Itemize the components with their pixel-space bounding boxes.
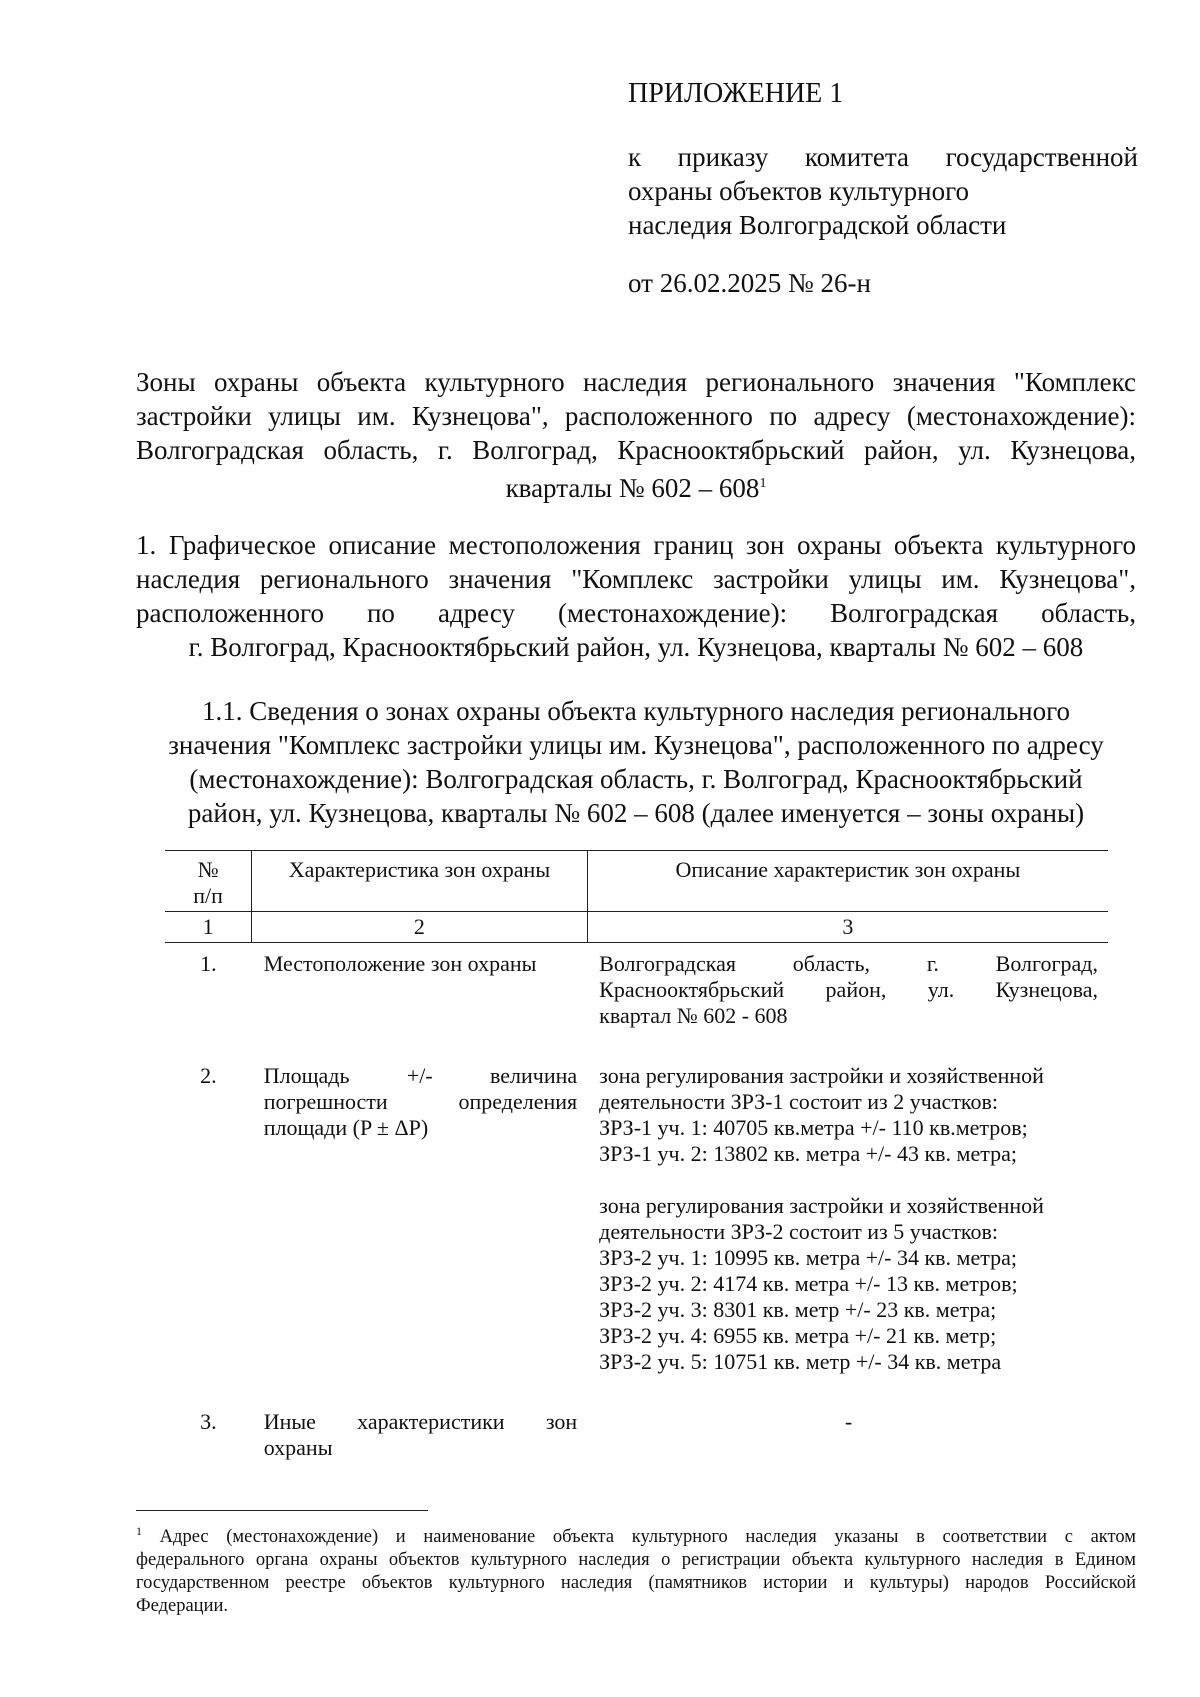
description-line: ЗРЗ-1 уч. 1: 40705 кв.метра +/- 110 кв.метров; [599,1115,1028,1140]
footnote-divider [136,1510,428,1511]
characteristic-line: площади (P ± ΔP) [263,1115,429,1140]
description-line: ЗРЗ-2 уч. 1: 10995 кв. метра +/- 34 кв. метра; [599,1245,1017,1270]
section-1-1-line: район, ул. Кузнецова, кварталы № 602 – 608 (далее именуется – зоны охраны) [187,798,1085,828]
section-1-line: 1. Графическое описание местоположения границ зон охраны объекта культурного [136,530,1136,560]
section-1-line: расположенного по адресу (местонахождение): Волгоградская область, [136,598,1136,628]
section-1-line: наследия регионального значения "Комплекс застройки улицы им. Кузнецова", [136,564,1136,594]
description-line: зона регулирования застройки и хозяйственной [599,1193,1044,1218]
title-line: Зоны охраны объекта культурного наследия регионального значения "Комплекс [136,367,1136,397]
row-description: - [844,1409,853,1434]
order-reference-line: охраны объектов культурного [628,176,969,206]
table-row [165,943,1108,1056]
section-1-line: г. Волгоград, Краснооктябрьский район, ул. Кузнецова, кварталы № 602 – 608 [188,632,1084,662]
row-number: 3. [200,1409,217,1434]
title-footnote-mark: 1 [759,476,767,491]
table-row [165,1055,1108,1401]
description-line: деятельности ЗРЗ-1 состоит из 2 участков: [599,1089,999,1114]
row-characteristic [252,1055,587,1401]
section-1-1-heading [136,694,1136,830]
column-number: 2 [252,912,587,943]
order-reference-line: к приказу комитета государственной [628,142,1138,172]
characteristic-line: погрешности определения [263,1089,578,1114]
characteristic-line: Площадь +/- величина [263,1063,578,1088]
description-line: ЗРЗ-2 уч. 4: 6955 кв. метра +/- 21 кв. метр; [599,1323,997,1348]
header-number-sign: № [197,857,219,882]
row-number: 2. [200,1063,217,1088]
table-row [165,1401,1108,1461]
footnote-line: федерального органа охраны объектов культурного наследия о регистрации объекта культурного наследия в Едином [136,1550,1136,1570]
title-line: застройки улицы им. Кузнецова", расположенного по адресу (местонахождение): [136,401,1136,431]
footnote-mark: 1 [136,1524,142,1538]
header-number [165,851,252,912]
section-1-1-line: (местонахождение): Волгоградская область, г. Волгоград, Краснооктябрьский [189,764,1083,794]
order-reference [628,140,1138,242]
zrz-2-block [599,1193,1098,1375]
row-description [587,943,1108,1056]
description-line: ЗРЗ-1 уч. 2: 13802 кв. метра +/- 43 кв. метра; [599,1141,1017,1166]
characteristic-line: Иные характеристики зон [263,1409,578,1434]
column-number: 1 [165,912,252,943]
description-line: Волгоградская область, г. Волгоград, [599,951,1098,976]
section-1-heading [136,528,1136,664]
header-number-pp: п/п [193,883,223,908]
table-column-numbers-row [165,912,1108,943]
row-characteristic: Местоположение зон охраны [263,951,537,976]
section-1-1-line: значения "Комплекс застройки улицы им. Кузнецова", расположенного по адресу [168,730,1104,760]
appendix-title: ПРИЛОЖЕНИЕ 1 [628,78,844,109]
characteristic-line: охраны [263,1435,333,1460]
description-line: ЗРЗ-2 уч. 2: 4174 кв. метра +/- 13 кв. метров; [599,1271,1018,1296]
title-line: Волгоградская область, г. Волгоград, Краснооктябрьский район, ул. Кузнецова, [136,435,1136,465]
order-reference-line: наследия Волгоградской области [628,210,1007,240]
document-title [136,365,1136,505]
row-description [587,1055,1108,1401]
table-header-row [165,851,1108,912]
zones-table [165,850,1108,1461]
title-line: кварталы № 602 – 608 [505,473,760,503]
order-date: от 26.02.2025 № 26-н [628,268,871,298]
description-line: ЗРЗ-2 уч. 5: 10751 кв. метр +/- 34 кв. метра [599,1349,1002,1374]
header-description: Описание характеристик зон охраны [587,851,1108,912]
footnote-line: Адрес (местонахождение) и наименование объекта культурного наследия указаны в соответствии с актом [142,1527,1136,1547]
row-characteristic [252,1401,587,1461]
column-number: 3 [587,912,1108,943]
description-line: Краснооктябрьский район, ул. Кузнецова, [599,977,1098,1002]
description-line: зона регулирования застройки и хозяйственной [599,1063,1044,1088]
header-characteristic: Характеристика зон охраны [252,851,587,912]
description-line: ЗРЗ-2 уч. 3: 8301 кв. метр +/- 23 кв. метра; [599,1297,997,1322]
description-line: квартал № 602 - 608 [599,1003,788,1028]
zrz-1-block [599,1063,1098,1167]
row-number: 1. [200,951,217,976]
description-line: деятельности ЗРЗ-2 состоит из 5 участков: [599,1219,999,1244]
footnote-line: Федерации. [136,1596,228,1616]
footnote-line: государственном реестре объектов культурного наследия (памятников истории и культуры) народов Российской [136,1573,1136,1593]
section-1-1-line: 1.1. Сведения о зонах охраны объекта культурного наследия регионального [201,696,1071,726]
footnote [136,1520,1136,1618]
